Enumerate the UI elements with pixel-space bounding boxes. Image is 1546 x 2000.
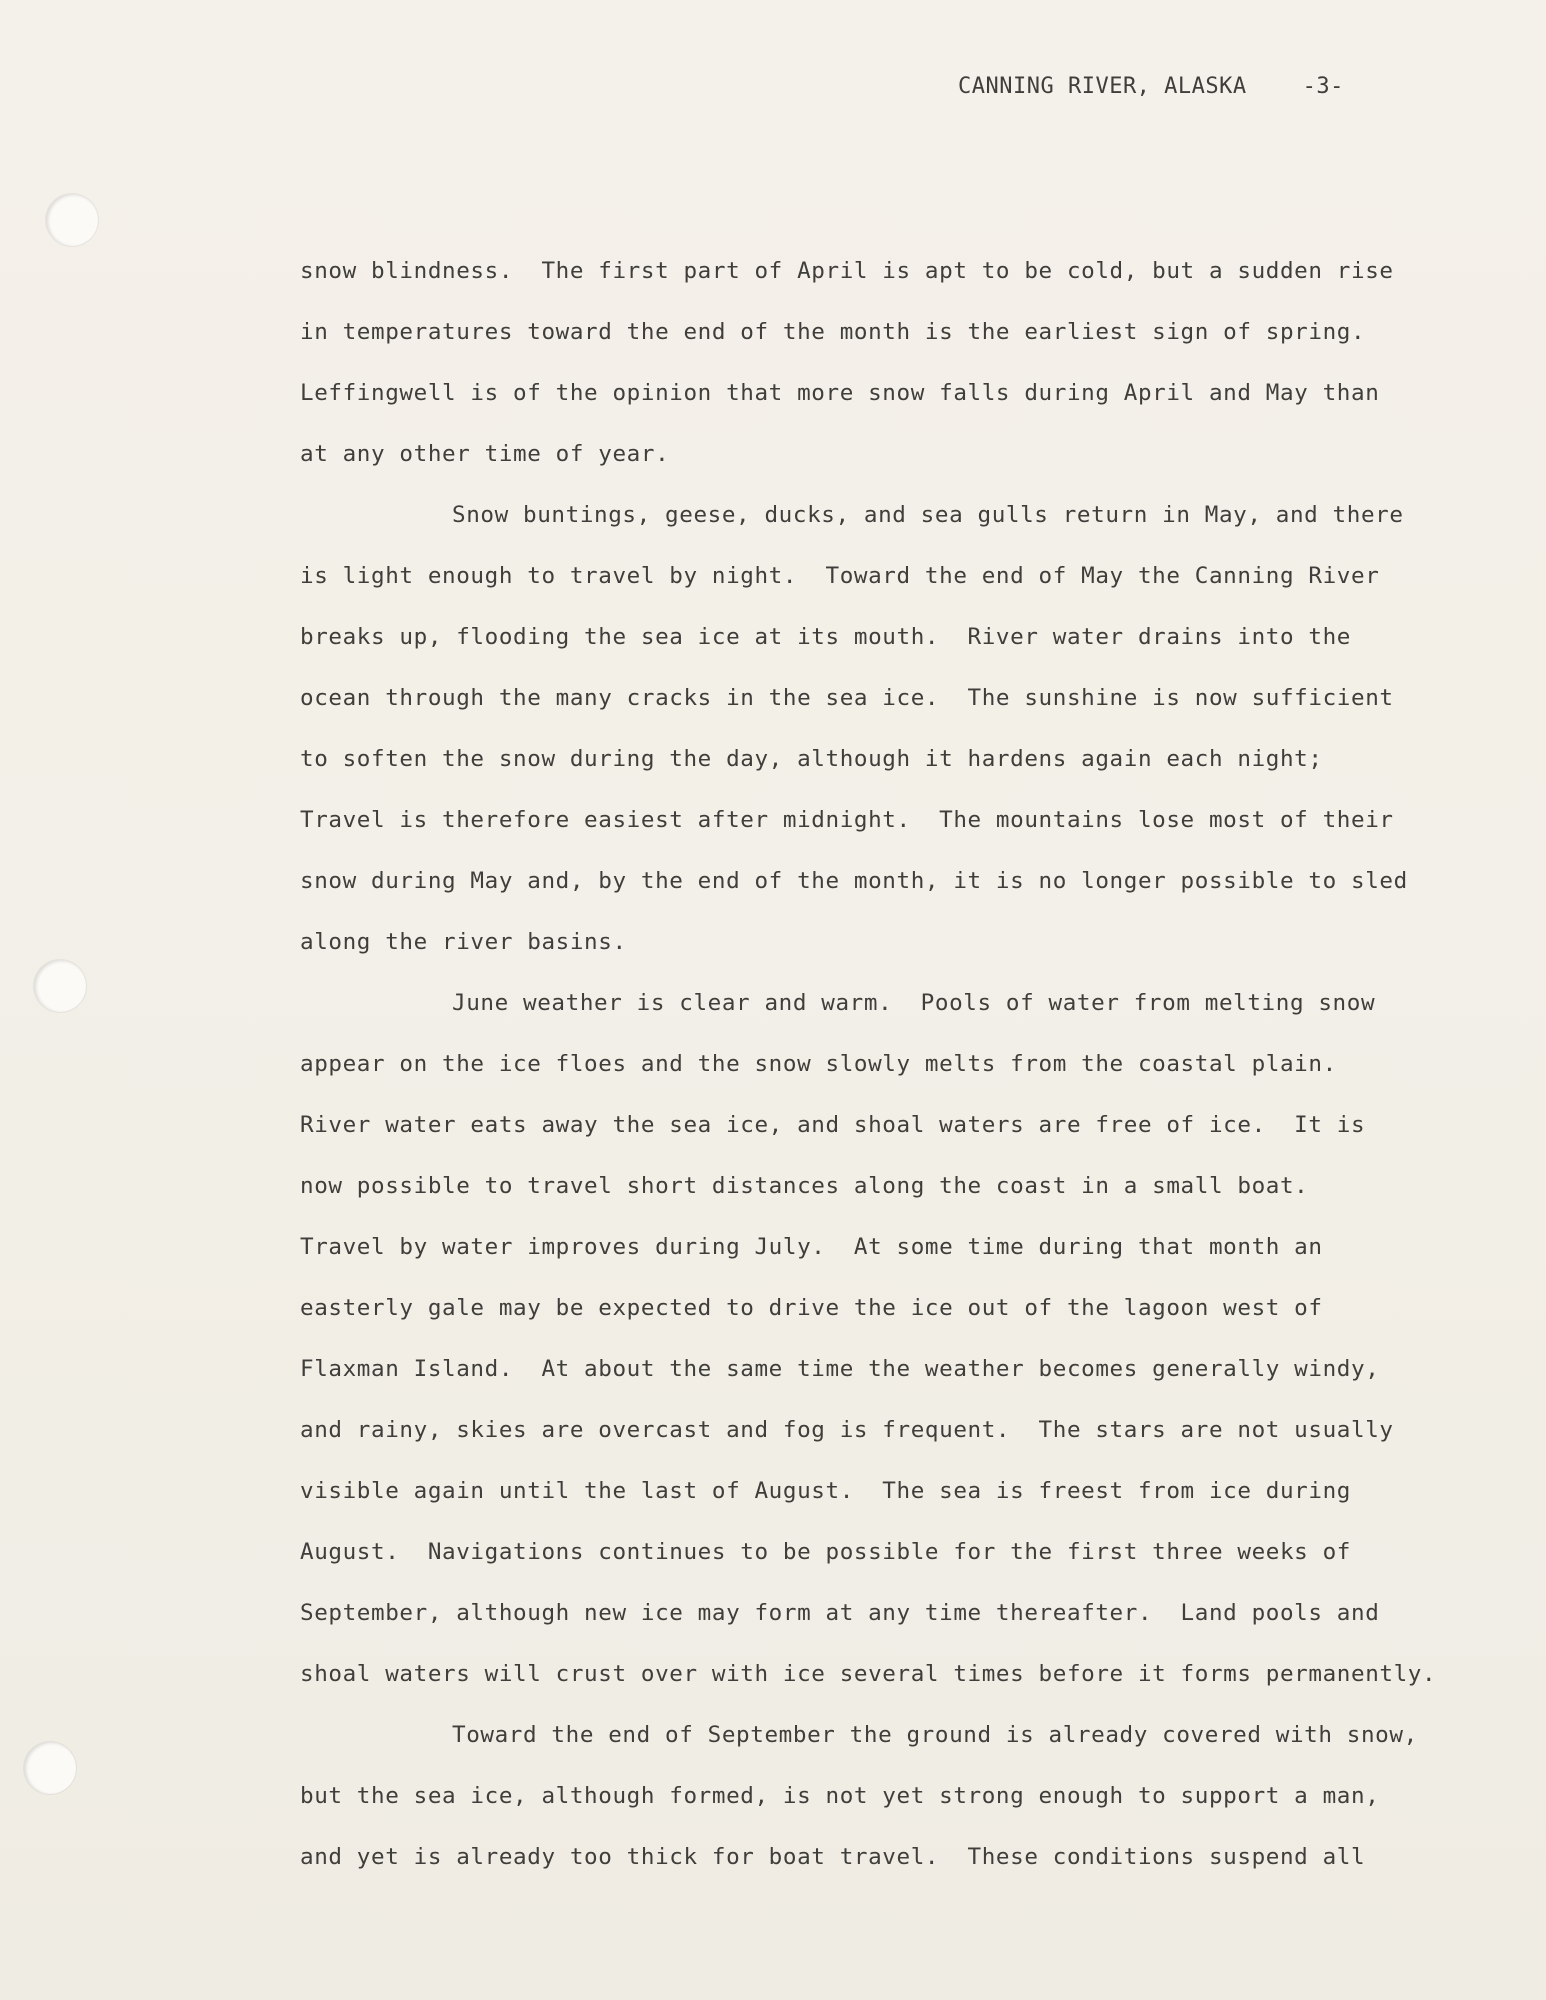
punch-hole <box>24 1742 76 1794</box>
text-line: September, although new ice may form at any time thereafter. Land pools and <box>300 1600 1380 1626</box>
punch-hole <box>46 194 98 246</box>
text-line: along the river basins. <box>300 929 627 955</box>
text-line: August. Navigations continues to be possible for the first three weeks of <box>300 1539 1351 1565</box>
text-line: snow during May and, by the end of the month, it is no longer possible to sled <box>300 868 1408 894</box>
text-line: but the sea ice, although formed, is not yet strong enough to support a man, <box>300 1783 1380 1809</box>
text-line: is light enough to travel by night. Toward the end of May the Canning River <box>300 563 1380 589</box>
text-line: now possible to travel short distances along the coast in a small boat. <box>300 1173 1309 1199</box>
text-line: easterly gale may be expected to drive the ice out of the lagoon west of <box>300 1295 1323 1321</box>
text-line: shoal waters will crust over with ice several times before it forms permanently. <box>300 1661 1437 1687</box>
text-line: Flaxman Island. At about the same time the weather becomes generally windy, <box>300 1356 1380 1382</box>
text-line: ocean through the many cracks in the sea ice. The sunshine is now sufficient <box>300 685 1394 711</box>
text-line: to soften the snow during the day, although it hardens again each night; <box>300 746 1323 772</box>
text-line: River water eats away the sea ice, and shoal waters are free of ice. It is <box>300 1112 1366 1138</box>
text-line: and rainy, skies are overcast and fog is frequent. The stars are not usually <box>300 1417 1394 1443</box>
text-line: Leffingwell is of the opinion that more snow falls during April and May than <box>300 380 1380 406</box>
text-line: snow blindness. The first part of April is apt to be cold, but a sudden rise <box>300 258 1394 284</box>
text-line: Travel by water improves during July. At some time during that month an <box>300 1234 1323 1260</box>
text-line: and yet is already too thick for boat travel. These conditions suspend all <box>300 1844 1366 1870</box>
text-line: Travel is therefore easiest after midnight. The mountains lose most of their <box>300 807 1394 833</box>
text-line: appear on the ice floes and the snow slowly melts from the coastal plain. <box>300 1051 1337 1077</box>
punch-hole <box>34 960 86 1012</box>
text-line: Snow buntings, geese, ducks, and sea gulls return in May, and there <box>452 502 1404 528</box>
text-line: at any other time of year. <box>300 441 670 467</box>
text-line: visible again until the last of August. The sea is freest from ice during <box>300 1478 1351 1504</box>
text-line: June weather is clear and warm. Pools of water from melting snow <box>452 990 1376 1016</box>
page-number: -3- <box>1302 74 1344 99</box>
body-text <box>300 254 1530 1901</box>
text-line: in temperatures toward the end of the month is the earliest sign of spring. <box>300 319 1366 345</box>
text-line: breaks up, flooding the sea ice at its mouth. River water drains into the <box>300 624 1351 650</box>
running-header <box>958 74 1344 99</box>
header-title: CANNING RIVER, ALASKA <box>958 74 1247 99</box>
text-line: Toward the end of September the ground is already covered with snow, <box>452 1722 1418 1748</box>
